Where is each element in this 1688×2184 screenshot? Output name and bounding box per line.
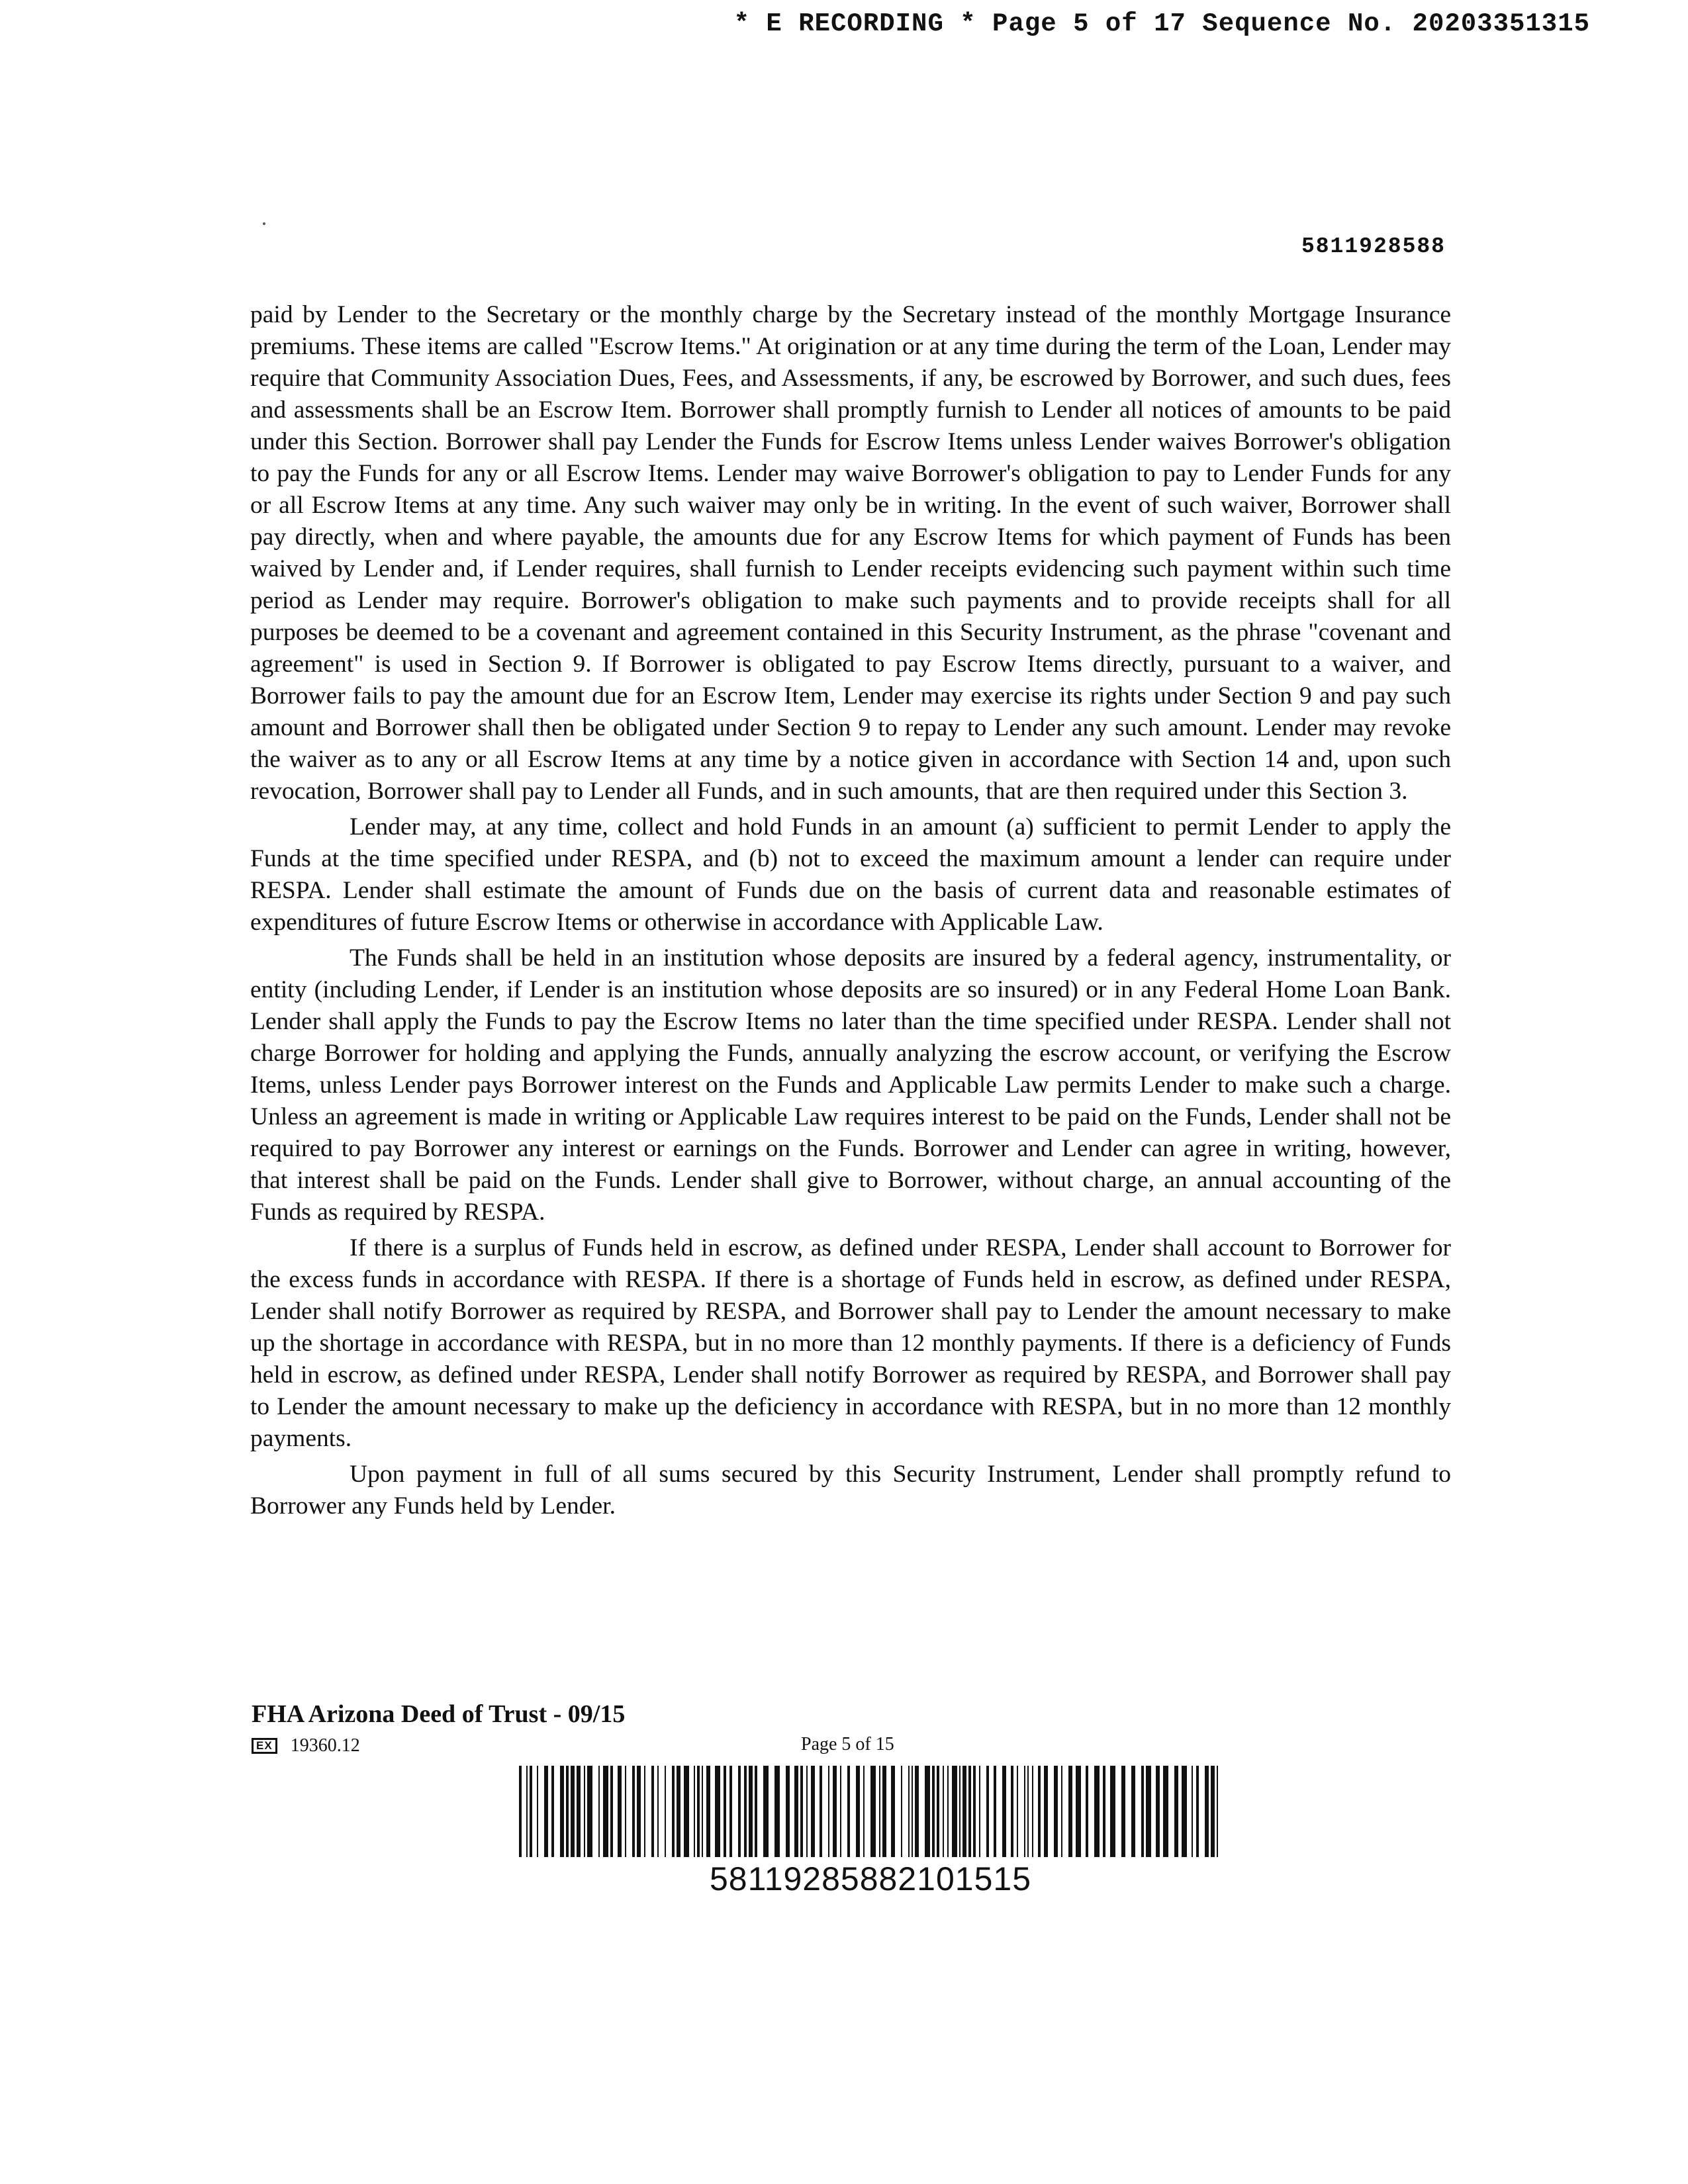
barcode-bar	[598, 1766, 600, 1857]
barcode-bar	[1196, 1766, 1199, 1857]
loan-number: 5811928588	[1301, 234, 1446, 259]
barcode-bar	[1068, 1766, 1072, 1857]
form-number: 19360.12	[290, 1735, 360, 1756]
barcode-bar	[1182, 1766, 1187, 1857]
barcode-bar	[937, 1766, 939, 1857]
paragraph-surplus: If there is a surplus of Funds held in escrow, as defined under RESPA, Lender shall account to Borrower for the excess funds in accordance with RESPA. If there is a shortage of Funds held in escrow, as defined under RESPA, Lender shall notify Borrower as required by RESPA, and Borrower shall pay to Lender the amount necessary to make up the shortage in accordance with RESPA, but in no more than 12 monthly payments. If there is a deficiency of Funds held in escrow, as defined under RESPA, Lender shall notify Borrower as required by RESPA, and Borrower shall pay to Lender the amount necessary to make up the deficiency in accordance with RESPA, but in no more than 12 monthly payments.	[250, 1234, 1451, 1452]
barcode-bar	[566, 1766, 569, 1857]
barcode-bar	[1044, 1766, 1048, 1857]
barcode-bar	[1163, 1766, 1168, 1857]
barcode-bar	[577, 1766, 581, 1857]
recording-header: * E RECORDING * Page 5 of 17 Sequence No. 20203351315	[733, 9, 1590, 38]
barcode-bar	[1217, 1766, 1218, 1857]
barcode-bar	[1061, 1766, 1062, 1857]
barcode-bar	[994, 1766, 996, 1857]
barcode-bar	[1205, 1766, 1209, 1857]
barcode-bar	[584, 1766, 585, 1857]
barcode-bar	[847, 1766, 850, 1857]
barcode-bar	[863, 1766, 865, 1857]
barcode-bar	[571, 1766, 575, 1857]
barcode-number: 58119285882101515	[709, 1860, 1032, 1897]
barcode-bar	[925, 1766, 930, 1857]
barcode-bar	[840, 1766, 841, 1857]
barcode-bar	[519, 1766, 522, 1857]
barcode-bar	[755, 1766, 757, 1857]
barcode-bar	[560, 1766, 564, 1857]
barcode-bar	[1121, 1766, 1125, 1857]
barcode-bar	[632, 1766, 635, 1857]
barcode-bar	[763, 1766, 769, 1857]
barcode-bar	[551, 1766, 554, 1857]
barcode-bar	[1086, 1766, 1088, 1857]
barcode-bar	[706, 1766, 710, 1857]
ex-document-icon: EX	[252, 1738, 277, 1754]
barcode-bar	[665, 1766, 666, 1857]
barcode-bar	[1141, 1766, 1144, 1857]
barcode-bar	[672, 1766, 675, 1857]
barcode-bar	[530, 1766, 532, 1857]
barcode-bar	[968, 1766, 971, 1857]
barcode-bar	[724, 1766, 726, 1857]
paragraph-escrow-items: paid by Lender to the Secretary or the monthly charge by the Secretary instead of the monthly Mortgage Insurance premiums. These items are called "Escrow Items." At origination or at any time during the term of the Loan, Lender may require that Community Association Dues, Fees, and Assessments, if any, be escrowed by Borrower, and such dues, fees and assessments shall be an Escrow Item. Borrower shall promptly furnish to Lender all notices of amounts to be paid under this Section. Borrower shall pay Lender the Funds for Escrow Items unless Lender waives Borrower's obligation to pay the Funds for any or all Escrow Items. Lender may waive Borrower's obligation to pay to Lender Funds for any or all Escrow Items at any time. Any such waiver may only be in writing. In the event of such waiver, Borrower shall pay directly, when and where payable, the amounts due for any Escrow Items for which payment of Funds has been waived by Lender and, if Lender requires, shall furnish to Lender receipts evidencing such payment within such time period as Lender may require. Borrower's obligation to make such payments and to provide receipts shall for all purposes be deemed to be a covenant and agreement contained in this Security Instrument, as the phrase "covenant and agreement" is used in Section 9. If Borrower is obligated to pay Escrow Items directly, pursuant to a waiver, and Borrower fails to pay the amount due for an Escrow Item, Lender may exercise its rights under Section 9 and pay such amount and Borrower shall then be obligated under Section 9 to repay to Lender any such amount. Lender may revoke the waiver as to any or all Escrow Items at any time by a notice given in accordance with Section 14 and, upon such revocation, Borrower shall pay to Lender all Funds, and in such amounts, that are then required under this Section 3.	[250, 301, 1451, 805]
barcode-bar	[794, 1766, 798, 1857]
barcode-bar	[774, 1766, 780, 1857]
barcode-bar	[684, 1766, 689, 1857]
barcode-bar	[637, 1766, 641, 1857]
barcode-bar	[697, 1766, 700, 1857]
barcode-bar	[618, 1766, 622, 1857]
barcode-bar	[694, 1766, 695, 1857]
barcode-bar	[744, 1766, 747, 1857]
barcode-bar	[651, 1766, 654, 1857]
paragraph-funds-held: The Funds shall be held in an institution whose deposits are insured by a federal agency, instrumentality, or entity (including Lender, if Lender is an institution whose deposits are so insured) or in any Federal Home Loan Bank. Lender shall apply the Funds to pay the Escrow Items no later than the time specified under RESPA. Lender shall not charge Borrower for holding and applying the Funds, annually analyzing the escrow account, or verifying the Escrow Items, unless Lender pays Borrower interest on the Funds and Applicable Law permits Lender to make such a charge. Unless an agreement is made in writing or Applicable Law requires interest to be paid on the Funds, Lender shall not be required to pay Borrower any interest or earnings on the Funds. Borrower and Lender can agree in writing, however, that interest shall be paid on the Funds. Lender shall give to Borrower, without charge, an annual accounting of the Funds as required by RESPA.	[250, 944, 1451, 1226]
barcode-icon	[516, 1766, 1225, 1857]
barcode-bar	[943, 1766, 944, 1857]
barcode-bar	[738, 1766, 741, 1857]
barcode-bar	[715, 1766, 720, 1857]
barcode-bar	[1027, 1766, 1029, 1857]
form-title: FHA Arizona Deed of Trust - 09/15	[252, 1700, 626, 1728]
barcode-bar	[1002, 1766, 1006, 1857]
barcode-bar	[729, 1766, 732, 1857]
barcode-bar	[537, 1766, 538, 1857]
barcode-bar	[1054, 1766, 1058, 1857]
barcode-bar	[1110, 1766, 1115, 1857]
barcode-bar	[879, 1766, 880, 1857]
barcode-bar	[1211, 1766, 1215, 1857]
barcode-bar	[1146, 1766, 1151, 1857]
barcode-bar	[749, 1766, 753, 1857]
barcode-bar	[908, 1766, 910, 1857]
barcode-bar	[952, 1766, 957, 1857]
barcode-bar	[603, 1766, 608, 1857]
barcode-bar	[947, 1766, 949, 1857]
barcode-bar	[811, 1766, 815, 1857]
paragraph-refund: Upon payment in full of all sums secured by this Security Instrument, Lender shall promptly refund to Borrower any Funds held by Lender.	[250, 1461, 1451, 1520]
barcode-bar	[1192, 1766, 1193, 1857]
barcode-bar	[828, 1766, 829, 1857]
barcode-bar	[526, 1766, 528, 1857]
barcode-bar	[915, 1766, 919, 1857]
barcode-bar	[544, 1766, 548, 1857]
barcode-bar	[986, 1766, 989, 1857]
barcode-bar	[702, 1766, 703, 1857]
barcode-bar	[912, 1766, 913, 1857]
barcode-bar	[979, 1766, 980, 1857]
document-body	[250, 299, 1451, 1526]
barcode-bar	[625, 1766, 626, 1857]
barcode-bar	[1038, 1766, 1041, 1857]
barcode-bar	[800, 1766, 803, 1857]
barcode-bar	[962, 1766, 966, 1857]
barcode-bar	[882, 1766, 886, 1857]
form-number-line	[252, 1735, 360, 1756]
barcode-bar	[610, 1766, 613, 1857]
barcode-bar	[1156, 1766, 1160, 1857]
paragraph-collect-funds: Lender may, at any time, collect and hold Funds in an amount (a) sufficient to permit Lender to apply the Funds at the time specified under RESPA, and (b) not to exceed the maximum amount a lender can require under RESPA. Lender shall estimate the amount of Funds due on the basis of current data and reasonable estimates of expenditures of future Escrow Items or otherwise in accordance with Applicable Law.	[250, 813, 1451, 936]
barcode-bar	[1174, 1766, 1178, 1857]
barcode-bar	[1094, 1766, 1100, 1857]
barcode-bar	[1032, 1766, 1033, 1857]
barcode-bar	[806, 1766, 808, 1857]
barcode-bar	[833, 1766, 837, 1857]
barcode-bar	[1011, 1766, 1013, 1857]
scan-speck	[263, 222, 265, 225]
barcode-bar	[959, 1766, 961, 1857]
barcode-bar	[1017, 1766, 1018, 1857]
barcode-bar	[891, 1766, 895, 1857]
barcode-bar	[1024, 1766, 1025, 1857]
barcode-bar	[1076, 1766, 1081, 1857]
barcode-bar	[973, 1766, 976, 1857]
barcode-bar	[644, 1766, 645, 1857]
barcode-bar	[1103, 1766, 1105, 1857]
barcode-bar	[856, 1766, 860, 1857]
barcode-bar	[657, 1766, 659, 1857]
barcode-bar	[870, 1766, 876, 1857]
barcode-bar	[820, 1766, 822, 1857]
barcode-bar	[932, 1766, 935, 1857]
page-number: Page 5 of 15	[801, 1734, 894, 1754]
barcode-bar	[1131, 1766, 1135, 1857]
barcode-bar	[677, 1766, 680, 1857]
barcode-bar	[901, 1766, 902, 1857]
barcode-bar	[786, 1766, 790, 1857]
barcode-bar	[587, 1766, 592, 1857]
